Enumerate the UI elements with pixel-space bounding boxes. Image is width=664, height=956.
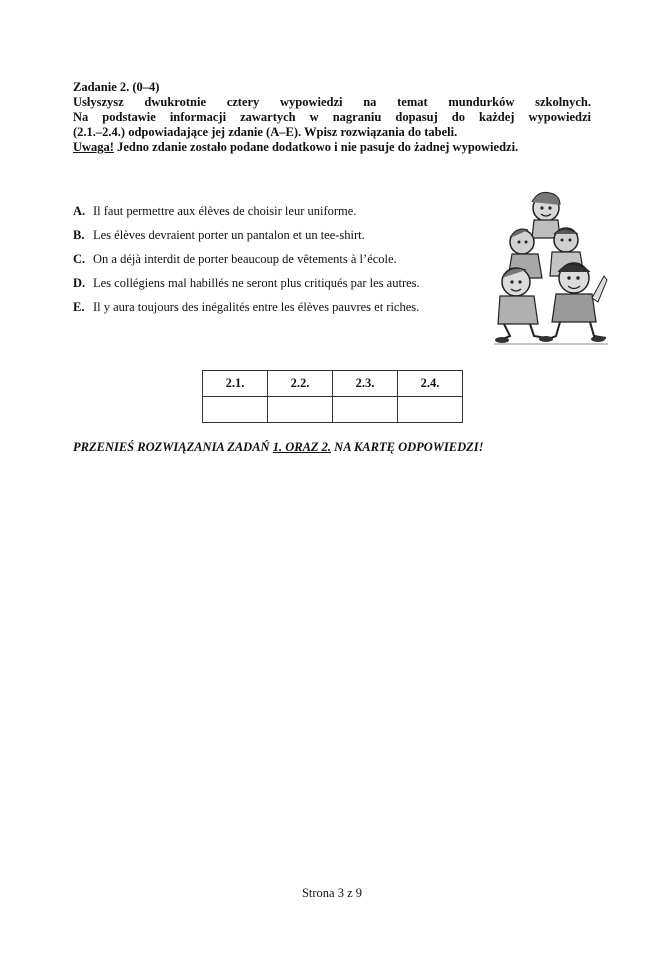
option-b (73, 228, 493, 252)
task-instruction-line-1: Usłyszysz dwukrotnie cztery wypowiedzi na temat mundurków szkolnych. (73, 95, 591, 109)
answer-header-2-4: 2.4. (398, 371, 463, 397)
option-letter: D. (73, 276, 86, 290)
task-note (73, 140, 591, 155)
option-text: Il faut permettre aux élèves de choisir leur uniforme. (93, 204, 357, 218)
option-e (73, 300, 493, 324)
answer-cell-2-3[interactable] (333, 397, 398, 423)
transfer-note-part-3: NA KARTĘ ODPOWIEDZI! (331, 440, 484, 454)
task-note-text: Jedno zdanie zostało podane dodatkowo i nie pasuje do żadnej wypowiedzi. (113, 140, 519, 154)
transfer-note-part-1: PRZENIEŚ ROZWIĄZANIA ZADAŃ (73, 440, 273, 454)
children-illustration (494, 186, 608, 346)
option-letter: B. (73, 228, 85, 242)
transfer-note-part-2: 1. ORAZ 2. (272, 440, 332, 454)
option-text: Les élèves devraient porter un pantalon et un tee-shirt. (93, 228, 365, 242)
option-letter: C. (73, 252, 86, 266)
children-pyramid-image (494, 186, 608, 346)
answer-table (202, 370, 463, 423)
answer-cell-2-2[interactable] (268, 397, 333, 423)
options-list (73, 204, 493, 324)
option-a (73, 204, 493, 228)
option-text: On a déjà interdit de porter beaucoup de vêtements à l’école. (93, 252, 397, 266)
answer-table-header-row (203, 371, 463, 397)
answer-header-2-3: 2.3. (333, 371, 398, 397)
task-note-label: Uwaga! (73, 140, 114, 154)
transfer-answers-note (73, 440, 484, 455)
page-number: Strona 3 z 9 (301, 886, 363, 900)
option-c (73, 252, 493, 276)
answer-header-2-1: 2.1. (203, 371, 268, 397)
option-letter: E. (73, 300, 85, 314)
task-title: Zadanie 2. (0–4) (73, 80, 160, 94)
answer-header-2-2: 2.2. (268, 371, 333, 397)
answer-cell-2-4[interactable] (398, 397, 463, 423)
option-text: Les collégiens mal habillés ne seront plus critiqués par les autres. (93, 276, 420, 290)
option-text: Il y aura toujours des inégalités entre les élèves pauvres et riches. (93, 300, 420, 314)
option-d (73, 276, 493, 300)
task-instruction-line-3: (2.1.–2.4.) odpowiadające jej zdanie (A–E). Wpisz rozwiązania do tabeli. (73, 125, 458, 139)
option-letter: A. (73, 204, 86, 218)
task-instruction-line-2: Na podstawie informacji zawartych w nagraniu dopasuj do każdej wypowiedzi (73, 110, 591, 124)
task-header (73, 80, 591, 155)
answer-table-answer-row (203, 397, 463, 423)
answer-cell-2-1[interactable] (203, 397, 268, 423)
